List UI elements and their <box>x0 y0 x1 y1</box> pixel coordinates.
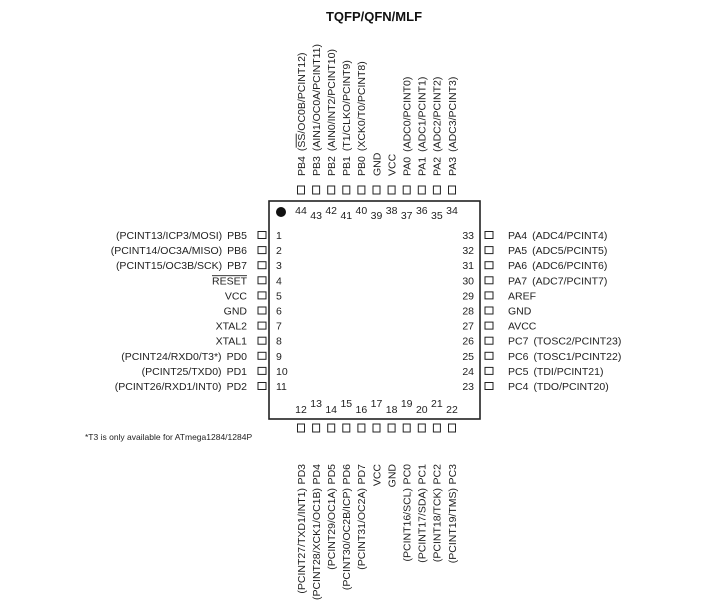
pin-function: (ADC5/PCINT5) <box>532 245 608 258</box>
pin-name: PD4 <box>310 464 323 485</box>
pin-44-pb4 <box>296 53 308 194</box>
pin-number: 6 <box>276 305 282 318</box>
footnote: *T3 is only available for ATmega1284/1284P <box>85 432 253 442</box>
pin-number: 10 <box>276 365 288 378</box>
pin-name: PA0 <box>401 156 414 176</box>
pin-30-pa7 <box>485 275 607 287</box>
pin-name: PC3 <box>446 464 459 485</box>
pin-number: 29 <box>462 290 474 303</box>
pin-pad <box>328 186 335 194</box>
pin-number: 21 <box>431 398 443 410</box>
pin-number: 19 <box>400 398 413 410</box>
pin-function: (ADC6/PCINT6) <box>532 260 608 273</box>
pin-function: (PCINT17/SDA) <box>416 488 429 563</box>
pin-number: 40 <box>355 205 368 217</box>
pin-name: PD0 <box>226 350 247 363</box>
pin-number: 8 <box>276 335 282 348</box>
pin-number: 20 <box>415 404 428 416</box>
pin-number: 35 <box>431 210 443 222</box>
pin-15-pd6 <box>341 424 353 590</box>
pin-21-pc2 <box>432 424 444 562</box>
pin-function: (TOSC1/PCINT22) <box>533 350 622 363</box>
pin-name: AVCC <box>508 320 537 333</box>
pin-37-pa0 <box>402 77 414 194</box>
pin-pad <box>433 186 440 194</box>
pin-number: 14 <box>325 404 338 416</box>
pin-pad <box>403 424 410 432</box>
pin-name: PA6 <box>508 260 528 273</box>
pin-pad <box>298 186 305 194</box>
pin-pad <box>343 424 350 432</box>
pin-pad <box>373 186 380 194</box>
pin-name: PC2 <box>431 464 444 485</box>
pin-pad <box>298 424 305 432</box>
pin-name: VCC <box>371 464 384 487</box>
pin-function: (PCINT25/TXD0) <box>141 365 222 378</box>
pin-28-gnd <box>485 306 532 318</box>
pin-3-pb7 <box>116 260 266 272</box>
pin-number: 37 <box>400 210 413 222</box>
pin-number: 33 <box>462 230 474 242</box>
pin-pad <box>449 186 456 194</box>
pin-name: PC4 <box>508 381 529 393</box>
pin-number: 42 <box>325 205 338 217</box>
pin-pad <box>485 352 493 359</box>
pin-2-pb6 <box>111 245 266 257</box>
pin-17-vcc <box>371 424 383 486</box>
pin-pad <box>373 424 380 432</box>
pin-pad <box>485 383 493 390</box>
pin-number: 9 <box>276 350 282 363</box>
pin-number: 24 <box>462 365 474 378</box>
pin-number: 39 <box>370 210 383 222</box>
pin-number: 16 <box>355 404 368 416</box>
pin-name: AREF <box>508 290 537 303</box>
pin-function: (AIN0/INT2/PCINT10) <box>326 49 338 152</box>
pin-36-pa1 <box>417 77 429 194</box>
pin-42-pb2 <box>326 49 338 194</box>
pin-16-pd7 <box>356 424 368 570</box>
pin-38-vcc <box>386 153 398 194</box>
pin-pad <box>485 277 493 284</box>
pin-number: 44 <box>295 205 307 217</box>
pin-pad <box>485 247 493 254</box>
pin-12-pd3 <box>296 424 308 594</box>
pin-name: PA3 <box>446 156 459 176</box>
pin-function: (ADC3/PCINT3) <box>446 76 459 152</box>
pin-pad <box>258 247 266 254</box>
pin-number: 2 <box>276 245 282 258</box>
pin-8-xtal1 <box>216 336 266 348</box>
pin-number: 32 <box>462 245 474 258</box>
pin-function: (PCINT15/OC3B/SCK) <box>115 260 223 273</box>
pin-number: 18 <box>385 404 398 416</box>
pin-number: 30 <box>462 275 474 288</box>
pin-function: (ADC2/PCINT2) <box>431 76 444 152</box>
pin-function: (ADC1/PCINT1) <box>416 76 429 152</box>
pin-pad <box>418 186 425 194</box>
pin-22-pc3 <box>447 424 459 563</box>
pin-name: GND <box>386 464 399 488</box>
pin-number: 5 <box>276 290 282 303</box>
pin-function: (PCINT13/ICP3/MOSI) <box>115 230 223 242</box>
pin-number: 36 <box>415 205 428 217</box>
pin-number: 26 <box>462 335 474 348</box>
pin-pad <box>433 424 440 432</box>
pin-name: PC6 <box>508 350 529 363</box>
pin-13-pd4 <box>311 424 323 600</box>
pin-name: PB1 <box>341 156 354 176</box>
pin-number: 41 <box>340 210 353 222</box>
pin-function: (PCINT27/TXD1/INT1) <box>295 488 308 594</box>
pin-18-gnd <box>386 424 398 487</box>
pin-name: PB6 <box>227 245 247 258</box>
pin-function: (T1/CLKO/PCINT9) <box>341 60 354 152</box>
pin-name: PD7 <box>356 464 369 485</box>
pin-function: (PCINT28/XCK1/OC1B) <box>310 488 323 600</box>
pin-number: 43 <box>310 210 322 222</box>
pin-name: PC0 <box>401 464 414 485</box>
pin-function: (PCINT26/RXD1/INT0) <box>114 381 222 393</box>
pin-pad <box>258 307 266 314</box>
pin-name: GND <box>508 305 532 318</box>
pin-number: 3 <box>276 260 282 273</box>
pin-1-pb5 <box>116 230 266 242</box>
pin-name: VCC <box>386 153 399 176</box>
pin-23-pc4 <box>485 381 609 393</box>
pin-name: VCC <box>224 290 247 303</box>
pin-7-xtal2 <box>216 321 266 333</box>
pin-name: PB0 <box>356 156 369 176</box>
pin-pad <box>485 367 493 374</box>
pin-name: PC5 <box>508 365 529 378</box>
pin-number: 11 <box>276 381 287 393</box>
pin-pad <box>449 424 456 432</box>
pin-name: RESET <box>211 275 247 288</box>
pin-number: 4 <box>276 275 282 288</box>
pin-pad <box>485 232 493 239</box>
pin-pad <box>258 232 266 239</box>
pin-name: PB2 <box>326 156 338 176</box>
pin-pad <box>313 424 320 432</box>
pin-pad <box>403 186 410 194</box>
pin-function: (PCINT24/RXD0/T3*) <box>121 350 222 363</box>
pin-pad <box>313 186 320 194</box>
pin-number: 34 <box>446 205 458 217</box>
pin-function: (TDO/PCINT20) <box>533 381 609 393</box>
pin-name: GND <box>223 305 247 318</box>
pin-function: (PCINT16/SCL) <box>401 488 414 562</box>
pin-name: PB5 <box>227 230 247 242</box>
pin-35-pa2 <box>432 77 444 194</box>
pin-number: 23 <box>462 381 474 393</box>
pin-function: (ADC0/PCINT0) <box>401 76 414 152</box>
pin-function: (PCINT19/TMS) <box>446 488 459 564</box>
pin-name: PA4 <box>508 230 528 242</box>
pin-name: PB3 <box>310 156 323 176</box>
pin-name: PA2 <box>431 156 444 176</box>
pin-pad <box>258 322 266 329</box>
pin-34-pa3 <box>447 77 459 194</box>
pin-function: (PCINT14/OC3A/MISO) <box>110 245 223 258</box>
pin-function: (PCINT29/OC1A) <box>326 488 338 570</box>
pin-name: PB7 <box>227 260 247 273</box>
pin-number: 7 <box>276 320 282 333</box>
pin-pad <box>258 292 266 299</box>
pin-name: XTAL2 <box>215 320 247 333</box>
pin-number: 31 <box>462 260 474 273</box>
pin-name: PD5 <box>326 464 338 485</box>
pin-number: 15 <box>340 398 353 410</box>
pin-pad <box>485 337 493 344</box>
pin-name: PB4 <box>295 156 308 176</box>
pin-29-aref <box>485 290 536 302</box>
pin-26-pc7 <box>485 336 621 348</box>
pin-27-avcc <box>485 321 537 333</box>
pin-31-pa6 <box>485 260 607 272</box>
pin-pad <box>485 322 493 329</box>
pin-name: PC7 <box>508 335 529 348</box>
pin-name: PD6 <box>341 464 354 485</box>
pin-pad <box>485 292 493 299</box>
diagram-title: TQFP/QFN/MLF <box>325 9 423 24</box>
pin-function: (ADC7/PCINT7) <box>532 275 608 288</box>
pin-pad <box>258 383 266 390</box>
pin-5-vcc <box>225 290 266 302</box>
pin-41-pb1 <box>341 60 353 194</box>
pin-number: 27 <box>462 320 474 333</box>
pin-pad <box>328 424 335 432</box>
pin-pad <box>258 352 266 359</box>
pin-pad <box>358 186 365 194</box>
pin-43-pb3 <box>311 44 323 194</box>
pin-name: PA1 <box>416 156 429 176</box>
pin-pad <box>388 424 395 432</box>
pin-20-pc1 <box>417 424 429 563</box>
pin-9-pd0 <box>121 351 266 363</box>
pin-pad <box>258 367 266 374</box>
pin-function: (PCINT31/OC2A) <box>356 488 369 570</box>
pin-number: 17 <box>370 398 383 410</box>
pin-number: 28 <box>462 305 474 318</box>
pin-33-pa4 <box>485 230 607 242</box>
pin-name: GND <box>371 152 384 176</box>
pin-number: 25 <box>462 350 474 363</box>
pin-pad <box>388 186 395 194</box>
pin-number: 1 <box>276 230 282 242</box>
pin-4-reset <box>212 275 266 287</box>
pin-name: PA5 <box>508 245 528 258</box>
pin-32-pa5 <box>485 245 607 257</box>
pin-function: (AIN1/OC0A/PCINT11) <box>310 43 323 152</box>
pin-number: 12 <box>295 404 307 416</box>
pin-14-pd5 <box>326 424 338 570</box>
pin-pad <box>258 262 266 269</box>
pin-pad <box>485 307 493 314</box>
pin-number: 38 <box>385 205 398 217</box>
pin-pad <box>485 262 493 269</box>
pin-24-pc5 <box>485 366 603 378</box>
pin-pad <box>418 424 425 432</box>
pin1-marker-dot <box>276 207 286 217</box>
pin-25-pc6 <box>485 351 621 363</box>
pin-function: (ADC4/PCINT4) <box>532 230 608 242</box>
pin-6-gnd <box>224 306 266 318</box>
pin-11-pd2 <box>115 381 266 393</box>
pin-pad <box>343 186 350 194</box>
pin-number: 13 <box>310 398 322 410</box>
chip-body <box>269 201 480 419</box>
pin-39-gnd <box>371 152 383 194</box>
pin-function: (SS/OC0B/PCINT12) <box>295 52 308 152</box>
pin-name: PA7 <box>508 275 528 288</box>
pin-name: XTAL1 <box>215 335 247 348</box>
pin-function: (PCINT18/TCK) <box>431 488 444 563</box>
pin-name: PC1 <box>416 464 429 485</box>
pin-function: (TOSC2/PCINT23) <box>533 335 622 348</box>
pin-name: PD3 <box>295 464 308 485</box>
pin-function: (XCK0/T0/PCINT8) <box>356 61 369 152</box>
pin-10-pd1 <box>142 366 266 378</box>
pin-name: PD2 <box>226 381 247 393</box>
pin-function: (PCINT30/OC2B/ICP) <box>341 488 354 591</box>
pin-pad <box>258 337 266 344</box>
pin-name: PD1 <box>226 365 247 378</box>
pin-function: (TDI/PCINT21) <box>533 365 604 378</box>
pin-number: 22 <box>446 404 458 416</box>
pin-40-pb0 <box>356 61 368 194</box>
pin-19-pc0 <box>402 424 414 562</box>
pin-pad <box>358 424 365 432</box>
pin-pad <box>258 277 266 284</box>
